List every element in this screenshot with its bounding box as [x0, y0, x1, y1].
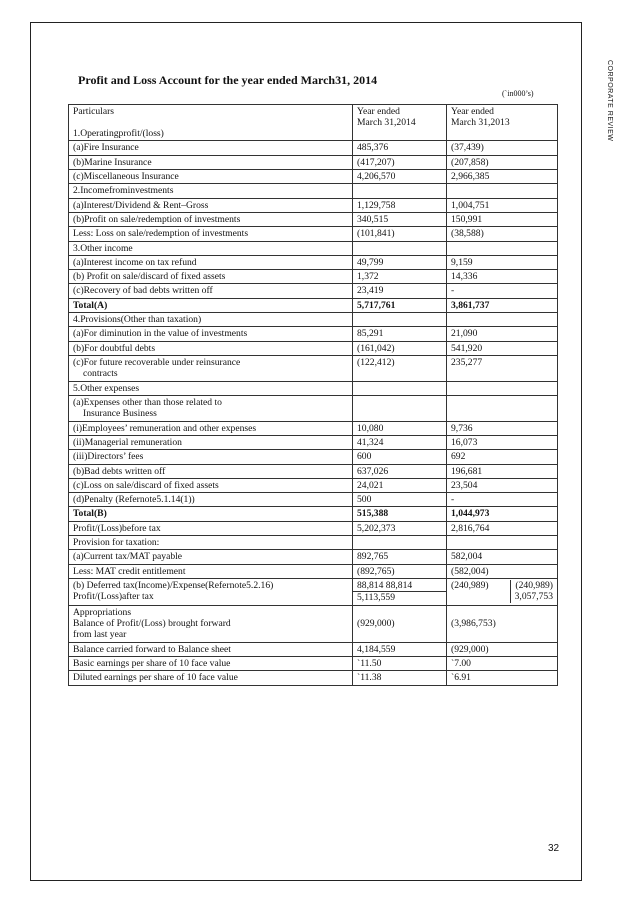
value-2014-cell [353, 656, 447, 670]
table-row [69, 241, 558, 255]
value-2014-cell [353, 284, 447, 298]
value-2013: 692 [451, 451, 466, 463]
value-2013-cell [447, 227, 558, 241]
value-2014: `11.50 [357, 657, 382, 669]
row-label: (a)Interest/Dividend & Rent–Gross [73, 199, 209, 211]
value-2013: 9,159 [451, 256, 473, 268]
value-2014: (101,841) [357, 228, 395, 240]
balance-brought-forward-2013: (3,986,753) [451, 617, 496, 629]
value-2014-cell [353, 241, 447, 255]
value-2013-cell [447, 450, 558, 464]
value-2013-cell [447, 327, 558, 341]
particulars-cell [69, 579, 353, 606]
value-2013: 582,004 [451, 551, 483, 563]
row-label: Less: MAT credit entitlement [73, 565, 186, 577]
value-2014-cell [353, 579, 447, 606]
deferred-tax-2014-a: 88,814 [357, 580, 384, 591]
row-label: (c)Loss on sale/discard of fixed assets [73, 479, 219, 491]
value-2013: 21,090 [451, 328, 478, 340]
particulars-cell [69, 227, 353, 241]
table-row [69, 356, 558, 382]
particulars-cell [69, 450, 353, 464]
particulars-cell [69, 550, 353, 564]
value-2013: 23,504 [451, 479, 478, 491]
value-2014-cell [353, 298, 447, 312]
particulars-cell [69, 198, 353, 212]
particulars-cell [69, 656, 353, 670]
value-2013-cell [447, 356, 558, 382]
value-2013: 235,277 [451, 357, 483, 368]
profit-after-tax-2013: 3,057,753 [514, 591, 553, 603]
row-label: (a)Expenses other than those related to [73, 396, 222, 408]
value-2014-cell [353, 642, 447, 656]
value-2014: 892,765 [357, 551, 389, 563]
value-2014-cell [353, 169, 447, 183]
particulars-cell [69, 421, 353, 435]
value-2013-cell [447, 155, 558, 169]
particulars-cell [69, 478, 353, 492]
value-2014-cell [353, 356, 447, 382]
header-2013-label: Year ended March 31,2013 [451, 106, 510, 129]
value-2014: 1,129,758 [357, 199, 396, 211]
appropriations-row [69, 605, 558, 642]
value-2014-cell [353, 341, 447, 355]
table-row [69, 656, 558, 670]
deferred-tax-2013-a: (240,989) [451, 580, 489, 591]
value-2014: 637,026 [357, 465, 389, 477]
value-2013: (582,004) [451, 565, 489, 577]
table-row [69, 198, 558, 212]
particulars-cell [69, 464, 353, 478]
row-label: (a)Fire Insurance [73, 142, 139, 154]
row-label: Total(B) [73, 508, 107, 520]
value-2013: 150,991 [451, 213, 483, 225]
value-2014: 515,388 [357, 508, 389, 520]
value-2014-cell [353, 564, 447, 578]
appropriations-heading: Appropriations [73, 606, 132, 618]
particulars-cell [69, 284, 353, 298]
value-2014-cell [353, 478, 447, 492]
value-2013: `7.00 [451, 657, 471, 669]
value-2013: 16,073 [451, 436, 478, 448]
value-2014-cell [353, 255, 447, 269]
value-2014: 23,419 [357, 285, 384, 297]
table-row [69, 564, 558, 578]
particulars-cell [69, 270, 353, 284]
value-2013-cell [447, 536, 558, 550]
value-2013: (38,588) [451, 228, 484, 240]
row-label: (b)For doubtful debts [73, 342, 156, 354]
value-2014: 41,324 [357, 436, 384, 448]
value-2014-cell [353, 227, 447, 241]
table-row [69, 395, 558, 421]
value-2013: 14,336 [451, 271, 478, 283]
row-label: (b) Profit on sale/discard of fixed assets [73, 271, 226, 283]
value-2014: 485,376 [357, 142, 389, 154]
value-2014: 5,717,761 [357, 299, 396, 311]
header-2013 [447, 105, 558, 141]
particulars-cell [69, 141, 353, 155]
value-2013: 1,044,973 [451, 508, 490, 520]
header-2014-label: Year ended March 31,2014 [357, 106, 416, 129]
particulars-cell [69, 671, 353, 685]
value-2013: 196,681 [451, 465, 483, 477]
row-label: Balance carried forward to Balance sheet [73, 643, 231, 655]
row-label: Total(A) [73, 299, 108, 311]
particulars-cell [69, 493, 353, 507]
table-row [69, 507, 558, 521]
row-label: Basic earnings per share of 10 face value [73, 657, 231, 669]
value-2014: `11.38 [357, 672, 382, 684]
profit-loss-table [68, 104, 558, 686]
particulars-cell [69, 327, 353, 341]
table-row [69, 493, 558, 507]
value-2014: 500 [357, 494, 372, 506]
value-2013: 9,736 [451, 422, 473, 434]
header-row [69, 105, 558, 141]
row-label: 4.Provisions(Other than taxation) [73, 314, 202, 326]
value-2013-cell [447, 255, 558, 269]
value-2014-cell [353, 521, 447, 535]
value-2014: 340,515 [357, 213, 389, 225]
value-2013-cell [447, 284, 558, 298]
watermark: CORPORATE REVIEW [606, 60, 613, 142]
table-row [69, 435, 558, 449]
value-2013-cell [447, 507, 558, 521]
header-particulars [69, 105, 353, 141]
value-2013: 1,004,751 [451, 199, 490, 211]
value-2014-cell [353, 327, 447, 341]
particulars-cell [69, 255, 353, 269]
value-2013-cell [447, 464, 558, 478]
value-2013-cell [447, 421, 558, 435]
value-2013-cell [447, 198, 558, 212]
value-2014-cell [353, 536, 447, 550]
value-2013-cell [447, 270, 558, 284]
table-row [69, 184, 558, 198]
unit-note: (`in000’s) [502, 89, 534, 98]
balance-brought-forward-2014: (929,000) [357, 617, 395, 629]
value-2013-cell [447, 478, 558, 492]
particulars-cell [69, 241, 353, 255]
table-row [69, 381, 558, 395]
value-2013-cell [447, 579, 558, 606]
table-row [69, 270, 558, 284]
particulars-cell [69, 564, 353, 578]
value-2013: 2,816,764 [451, 522, 490, 534]
value-2014-cell [353, 450, 447, 464]
header-2014 [353, 105, 447, 141]
value-2014: (417,207) [357, 156, 395, 168]
table-row [69, 478, 558, 492]
row-label: Provision for taxation: [73, 537, 160, 549]
value-2014-cell [353, 395, 447, 421]
particulars-cell [69, 435, 353, 449]
value-2013-cell [447, 341, 558, 355]
value-2014: (122,412) [357, 357, 395, 368]
row-label: Diluted earnings per share of 10 face value [73, 672, 238, 684]
table-row [69, 313, 558, 327]
table-row [69, 169, 558, 183]
value-2013-cell [447, 521, 558, 535]
row-label: 2.Incomefrominvestments [73, 185, 174, 197]
table-row [69, 464, 558, 478]
deferred-tax-row [69, 579, 558, 606]
table-row [69, 327, 558, 341]
deferred-tax-2014 [357, 580, 442, 591]
value-2014: (161,042) [357, 342, 395, 354]
table-row [69, 155, 558, 169]
value-2013: (207,858) [451, 156, 489, 168]
value-2014: 49,799 [357, 256, 384, 268]
table-row [69, 227, 558, 241]
table-row [69, 671, 558, 685]
row-label: (a)For diminution in the value of investments [73, 328, 248, 340]
row-label: (a)Interest income on tax refund [73, 256, 197, 268]
row-label: (b)Bad debts written off [73, 465, 166, 477]
table-row [69, 298, 558, 312]
value-2014-cell [353, 270, 447, 284]
value-2014-cell [353, 381, 447, 395]
table-row [69, 550, 558, 564]
particulars-cell [69, 341, 353, 355]
value-2013-cell [447, 605, 558, 642]
balance-brought-forward-label: Balance of Profit/(Loss) brought forward [73, 617, 231, 629]
value-2014: 600 [357, 451, 372, 463]
table-row [69, 341, 558, 355]
value-2013: - [451, 494, 455, 506]
value-2014-cell [353, 435, 447, 449]
value-2014: 85,291 [357, 328, 384, 340]
value-2013-cell [447, 564, 558, 578]
particulars-cell [69, 155, 353, 169]
table-row [69, 450, 558, 464]
row-label: (b)Marine Insurance [73, 156, 152, 168]
value-2013-cell [447, 313, 558, 327]
value-2014-cell [353, 184, 447, 198]
value-2014: 1,372 [357, 271, 379, 283]
value-2014-cell [353, 212, 447, 226]
particulars-cell [69, 184, 353, 198]
row-label: (ii)Managerial remuneration [73, 436, 182, 448]
value-2013-cell [447, 395, 558, 421]
value-2013: - [451, 285, 455, 297]
value-2014-cell [353, 198, 447, 212]
value-2013-cell [447, 241, 558, 255]
row-label-cont: contracts [83, 368, 118, 380]
table-row [69, 642, 558, 656]
value-2013-cell [447, 671, 558, 685]
deferred-tax-2013-block [510, 580, 557, 603]
particulars-label: Particulars [73, 106, 115, 117]
row-label: 5.Other expenses [73, 382, 140, 394]
balance-brought-forward-label-cont: from last year [73, 629, 127, 641]
particulars-cell [69, 212, 353, 226]
table-row [69, 284, 558, 298]
value-2014: 10,080 [357, 422, 384, 434]
particulars-cell [69, 169, 353, 183]
value-2014: 4,206,570 [357, 170, 396, 182]
value-2014-cell [353, 141, 447, 155]
row-label: (iii)Directors’ fees [73, 451, 144, 463]
particulars-cell [69, 356, 353, 382]
particulars-cell [69, 313, 353, 327]
value-2013-cell [447, 435, 558, 449]
table-row [69, 421, 558, 435]
row-label: (b)Profit on sale/redemption of investments [73, 213, 241, 225]
value-2014: 4,184,559 [357, 643, 396, 655]
row-label: (c)Miscellaneous Insurance [73, 170, 179, 182]
value-2013-cell [447, 184, 558, 198]
value-2013-cell [447, 298, 558, 312]
value-2013-cell [447, 381, 558, 395]
row-label-cont: Insurance Business [83, 408, 157, 420]
value-2013-cell [447, 141, 558, 155]
table-row [69, 521, 558, 535]
value-2014-cell [353, 464, 447, 478]
value-2013: (37,439) [451, 142, 484, 154]
value-2013-cell [447, 656, 558, 670]
value-2014-cell [353, 493, 447, 507]
value-2014-cell [353, 671, 447, 685]
particulars-cell [69, 507, 353, 521]
profit-after-tax-label: Profit/(Loss)after tax [73, 591, 154, 603]
row-label: (a)Current tax/MAT payable [73, 551, 183, 563]
value-2013: 541,920 [451, 342, 483, 354]
particulars-cell [69, 395, 353, 421]
profit-after-tax-2014: 5,113,559 [353, 591, 446, 603]
value-2014-cell [353, 550, 447, 564]
value-2014: (892,765) [357, 565, 395, 577]
statement-title: Profit and Loss Account for the year ended March31, 2014 [78, 73, 378, 87]
value-2013-cell [447, 493, 558, 507]
particulars-cell [69, 605, 353, 642]
value-2014-cell [353, 605, 447, 642]
value-2014-cell [353, 507, 447, 521]
deferred-tax-2014-b: 88,814 [385, 580, 413, 591]
value-2014-cell [353, 313, 447, 327]
row-label: (i)Employees’ remuneration and other expenses [73, 422, 257, 434]
value-2013-cell [447, 212, 558, 226]
table-row [69, 212, 558, 226]
value-2013: `6.91 [451, 672, 471, 684]
value-2013-cell [447, 642, 558, 656]
value-2014-cell [353, 155, 447, 169]
value-2014-cell [353, 421, 447, 435]
value-2014: 24,021 [357, 479, 384, 491]
table-row [69, 141, 558, 155]
row-label: Less: Loss on sale/redemption of investments [73, 228, 249, 240]
particulars-cell [69, 536, 353, 550]
deferred-tax-label: (b) Deferred tax(Income)/Expense(Refernote5.2.16) [73, 580, 274, 591]
deferred-tax-2013-b: (240,989) [515, 580, 553, 591]
section-operating-profit: 1.Operatingprofit/(loss) [73, 128, 164, 139]
row-label: Profit/(Loss)before tax [73, 522, 161, 534]
particulars-cell [69, 381, 353, 395]
table-row [69, 536, 558, 550]
value-2014: 5,202,373 [357, 522, 396, 534]
row-label: (d)Penalty (Refernote5.1.14(1)) [73, 494, 195, 506]
particulars-cell [69, 642, 353, 656]
value-2013: 2,966,385 [451, 170, 490, 182]
page-number: 32 [548, 843, 560, 854]
value-2013: (929,000) [451, 643, 489, 655]
particulars-cell [69, 298, 353, 312]
row-label: (c)For future recoverable under reinsurance [73, 357, 241, 368]
value-2013-cell [447, 169, 558, 183]
row-label: (c)Recovery of bad debts written off [73, 285, 213, 297]
value-2013: 3,861,737 [451, 299, 490, 311]
table-row [69, 255, 558, 269]
particulars-cell [69, 521, 353, 535]
row-label: 3.Other income [73, 242, 133, 254]
value-2013-cell [447, 550, 558, 564]
deferred-tax-2013-split [451, 580, 553, 603]
